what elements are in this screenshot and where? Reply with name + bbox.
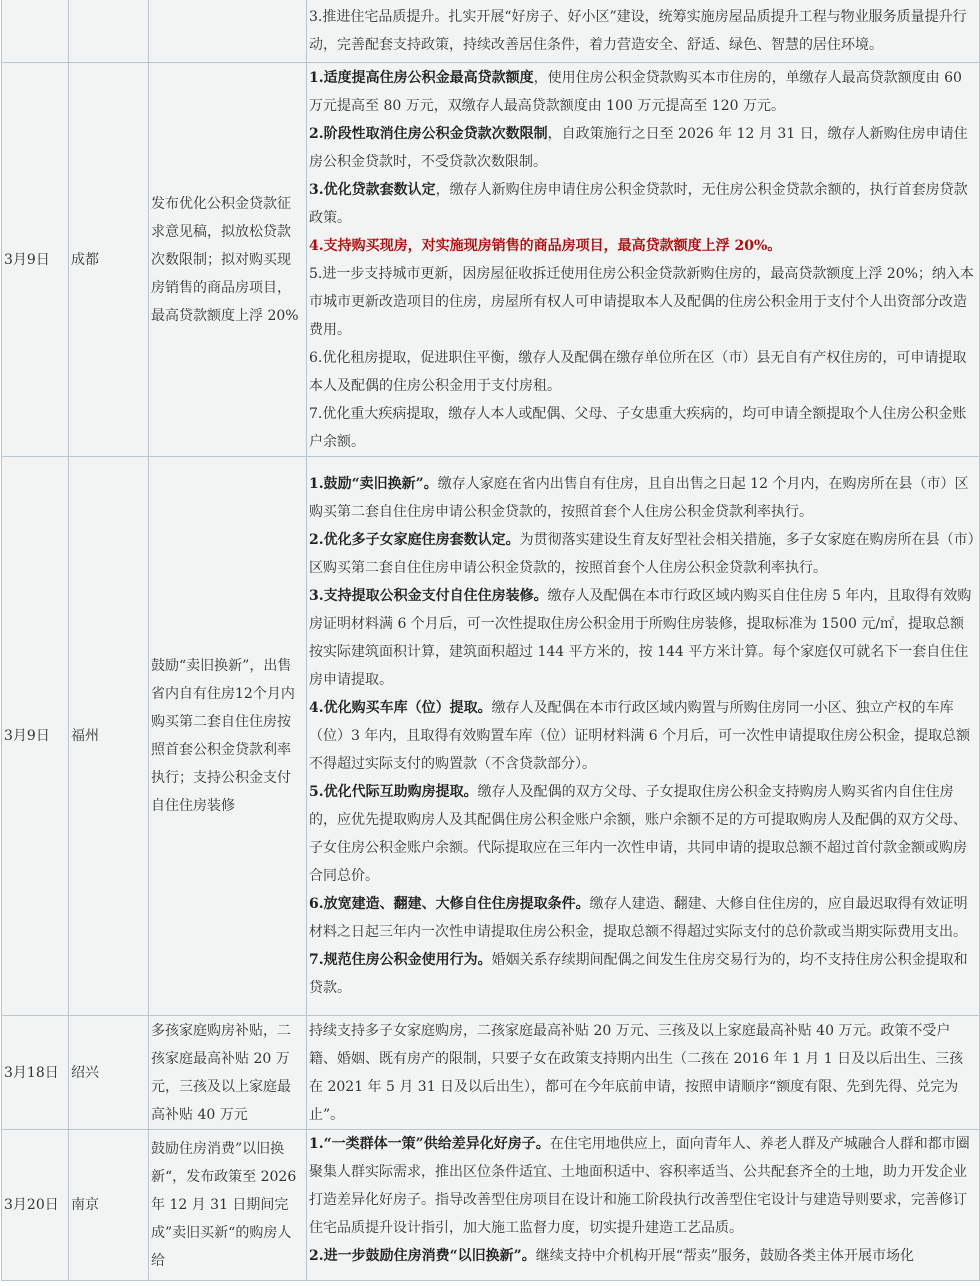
details-cell — [307, 457, 980, 1016]
policy-item — [309, 890, 977, 946]
policy-item — [309, 1017, 977, 1129]
date-cell: 3月9日 — [2, 457, 69, 1016]
details-cell — [307, 0, 980, 63]
row-fuzhou — [2, 457, 980, 1016]
policy-item-text: 缴存人及配偶在本市行政区域内购置与所购住房同一小区、独立产权的车库（位）3 年内，且取得有效购置车库（位）证明材料满 6 个月后，可一次性申请提取住房公积金，提取总额不得超过实际支付的购置款（不含贷款部分）。 — [309, 700, 971, 772]
policy-item-heading: 4.支持购买现房，对实施现房销售的商品房项目，最高贷款额度上浮 20%。 — [309, 237, 782, 254]
city-cell: 南京 — [69, 1130, 149, 1281]
policy-item-text: 继续支持中介机构开展“帮卖”服务，鼓励各类主体开展市场化 — [535, 1248, 915, 1264]
policy-item — [309, 344, 977, 400]
policy-item-heading: 1.“一类群体一策”供给差异化好房子。 — [309, 1136, 550, 1152]
policy-item-text: 缴存人及配偶在本市行政区域内购买自住住房 5 年内，且取得有效购房证明材料满 6 个月后，可一次性提取住房公积金用于所购住房装修，提取标准为 1500 元/㎡，提取总额按实际建筑面积计算，建筑面积超过 144 平方米的，按 144 平方米计算。每个家庭仅可就名下一套自住住房申请提取。 — [309, 588, 972, 688]
policy-item-heading: 4.优化购买车库（位）提取。 — [309, 700, 492, 716]
policy-item-heading: 3.支持提取公积金支付自住住房装修。 — [309, 588, 548, 604]
policy-item — [309, 1130, 977, 1242]
date-cell: 3月20日 — [2, 1130, 69, 1281]
policy-item-text: 为贯彻落实建设生育友好型社会相关措施，多子女家庭在购房所在县（市）区购买第二套自住住房申请公积金贷款的，按照首套个人住房公积金贷款利率执行。 — [309, 532, 975, 576]
policy-item-text: ，使用住房公积金贷款购买本市住房的，单缴存人最高贷款额度由 60 万元提高至 80 万元，双缴存人最高贷款额度由 100 万元提高至 120 万元。 — [309, 69, 962, 114]
policy-item-heading: 3.优化贷款套数认定 — [309, 181, 436, 198]
policy-item-heading: 1.鼓励“卖旧换新”。 — [309, 476, 438, 492]
policy-item-text: 缴存人建造、翻建、大修自住住房的，应自最迟取得有效证明材料之日起三年内一次性申请提取住房公积金，提取总额不得超过实际支付的总价款或当期实际费用支出。 — [309, 896, 968, 940]
policy-item — [309, 582, 977, 694]
policy-item — [309, 470, 977, 526]
summary-cell: 鼓励“卖旧换新”，出售省内自有住房12个月内购买第二套自住住房按照首套公积金贷款利率执行；支持公积金支付自住住房装修 — [149, 457, 307, 1016]
row-chengdu — [2, 63, 980, 457]
date-cell: 3月18日 — [2, 1016, 69, 1130]
policy-item — [309, 778, 977, 890]
details-cell — [307, 63, 980, 457]
policy-item-text: 5.进一步支持城市更新，因房屋征收拆迁使用住房公积金贷款新购住房的，最高贷款额度上浮 20%；纳入本市城市更新改造项目的住房，房屋所有权人可申请提取本人及配偶的住房公积金用于支付个人出资部分改造费用。 — [309, 265, 974, 338]
policy-item-text: 缴存人家庭在省内出售自有住房，且自出售之日起 12 个月内，在购房所在县（市）区购买第二套自住住房申请公积金贷款的，按照首套个人住房公积金贷款利率执行。 — [309, 476, 969, 520]
details-cell — [307, 1016, 980, 1130]
policy-item-heading: 2.阶段性取消住房公积金贷款次数限制 — [309, 125, 548, 142]
row-continued — [2, 0, 980, 63]
summary-cell: 多孩家庭购房补贴，二孩家庭最高补贴 20 万元，三孩及以上家庭最高补贴 40 万元 — [149, 1016, 307, 1130]
policy-item — [309, 1242, 977, 1270]
policy-item — [309, 3, 977, 59]
policy-item-heading: 5.优化代际互助购房提取。 — [309, 784, 478, 800]
date-cell — [2, 0, 69, 63]
summary-cell: 发布优化公积金贷款征求意见稿，拟放松贷款次数限制；拟对购买现房销售的商品房项目，最高贷款额度上浮 20% — [149, 63, 307, 457]
policy-item-text: 7.优化重大疾病提取，缴存人本人或配偶、父母、子女患重大疾病的，均可申请全额提取个人住房公积金账户余额。 — [309, 405, 967, 450]
summary-cell: 鼓励住房消费”以旧换新“，发布政策至 2026 年 12 月 31 日期间完成”卖旧买新“的购房人给 — [149, 1130, 307, 1281]
row-nanjing — [2, 1130, 980, 1281]
policy-item-text: 婚姻关系存续期间配偶之间发生住房交易行为的，均不支持住房公积金提取和贷款。 — [309, 952, 968, 996]
policy-item — [309, 64, 977, 120]
row-shaoxing — [2, 1016, 980, 1130]
policy-item-heading: 1.适度提高住房公积金最高贷款额度 — [309, 69, 534, 86]
city-cell: 福州 — [69, 457, 149, 1016]
policy-item-heading: 2.进一步鼓励住房消费“以旧换新”。 — [309, 1248, 536, 1264]
details-cell — [307, 1130, 980, 1281]
date-cell: 3月9日 — [2, 63, 69, 457]
summary-cell — [149, 0, 307, 63]
policy-item-text: 缴存人及配偶的双方父母、子女提取住房公积金支持购房人购买省内自住住房的，应优先提取购房人及其配偶住房公积金账户余额，账户余额不足的方可提取购房人及配偶的双方父母、子女住房公积金账户余额。代际提取应在三年内一次性申请，共同申请的提取总额不超过首付款金额或购房合同总价。 — [309, 784, 967, 884]
policy-item-text: 在住宅用地供应上，面向青年人、养老人群及产城融合人群和都市圈聚集人群实际需求，推出区位条件适宜、土地面积适中、容积率适当、公共配套齐全的土地，助力开发企业打造差异化好房子。指导改善型住房项目在设计和施工阶段执行改善型住宅设计与建造导则要求，完善修订住宅品质提升设计指引，加大施工监督力度，切实提升建造工艺品质。 — [309, 1136, 970, 1236]
policy-item — [309, 232, 977, 260]
policy-item-text: ，自政策施行之日至 2026 年 12 月 31 日，缴存人新购住房申请住房公积金贷款时，不受贷款次数限制。 — [309, 125, 968, 170]
city-cell: 绍兴 — [69, 1016, 149, 1130]
city-cell — [69, 0, 149, 63]
policy-item — [309, 176, 977, 232]
policy-item-text: ，缴存人新购住房申请住房公积金贷款时，无住房公积金贷款余额的，执行首套房贷款政策。 — [309, 181, 968, 226]
policy-item — [309, 694, 977, 778]
policy-item-heading: 7.规范住房公积金使用行为。 — [309, 952, 492, 968]
policy-item-text: 持续支持多子女家庭购房，二孩家庭最高补贴 20 万元、三孩及以上家庭最高补贴 40 万元。政策不受户籍、婚姻、既有房产的限制，只要子女在政策支持期内出生（二孩在 2016 年 1 月 1 日及以后出生、三孩在 2021 年 5 月 31 日及以后出生），都可在今年底前申请，按照申请顺序“额度有限、先到先得、兑完为止”。 — [309, 1022, 964, 1123]
policy-item-heading: 2.优化多子女家庭住房套数认定。 — [309, 532, 520, 548]
policy-item — [309, 260, 977, 344]
policy-item — [309, 400, 977, 456]
policy-item-text: 6.优化租房提取，促进职住平衡，缴存人及配偶在缴存单位所在区（市）县无自有产权住房的，可申请提取本人及配偶的住房公积金用于支付房租。 — [309, 349, 967, 394]
policy-item — [309, 120, 977, 176]
policy-table — [1, 0, 980, 1281]
policy-item — [309, 946, 977, 1002]
policy-item-text: 3.推进住宅品质提升。扎实开展“好房子、好小区”建设，统筹实施房屋品质提升工程与物业服务质量提升行动，完善配套支持政策，持续改善居住条件，着力营造安全、舒适、绿色、智慧的居住环境。 — [309, 9, 967, 53]
city-cell: 成都 — [69, 63, 149, 457]
policy-item — [309, 526, 977, 582]
policy-item-heading: 6.放宽建造、翻建、大修自住住房提取条件。 — [309, 896, 590, 912]
